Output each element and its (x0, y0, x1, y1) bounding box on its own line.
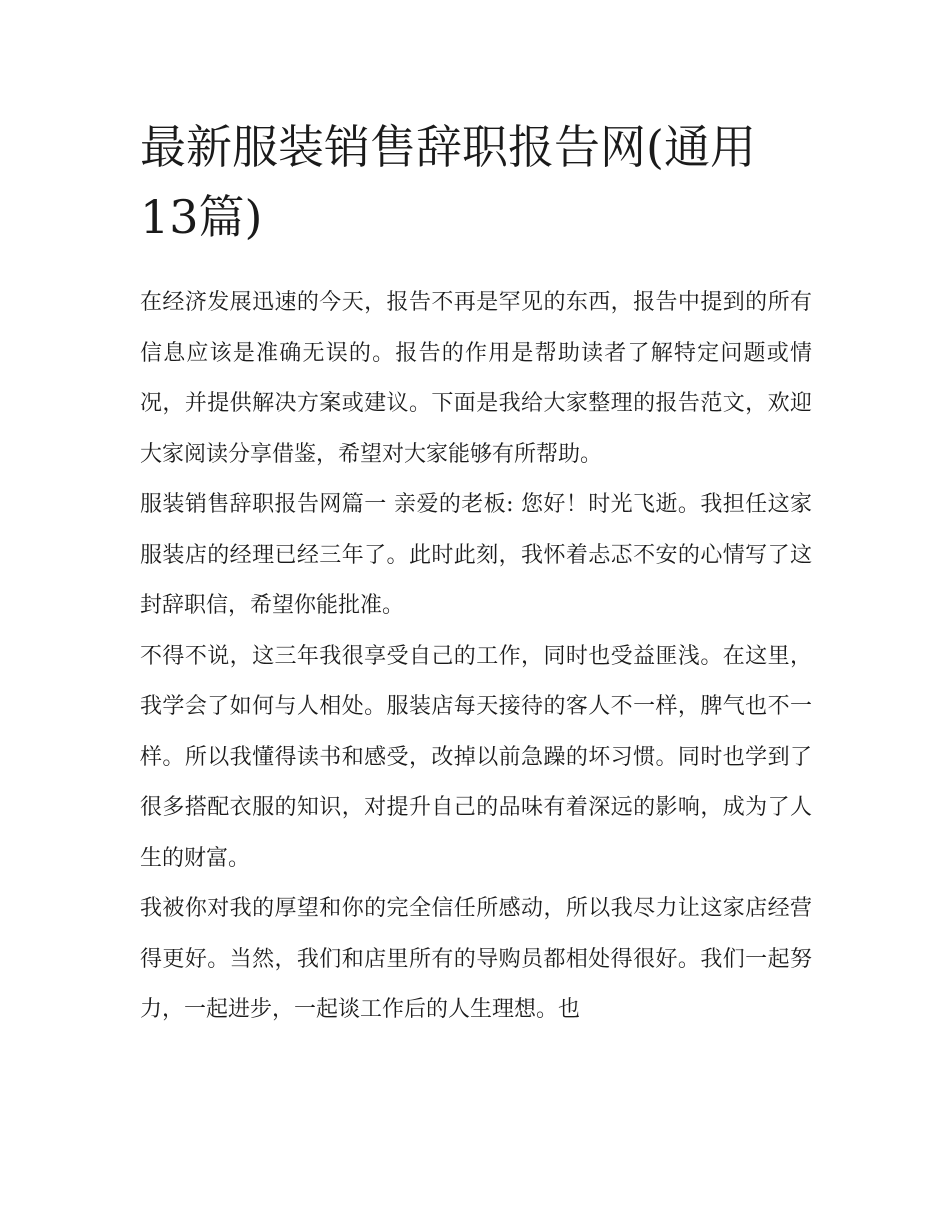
paragraph-1: 服装销售辞职报告网篇一 亲爱的老板: 您好！时光飞逝。我担任这家服装店的经理已经三年了。此时此刻，我怀着忐忑不安的心情写了这封辞职信，希望你能批准。 (140, 492, 812, 618)
paragraph-2: 不得不说，这三年我很享受自己的工作，同时也受益匪浅。在这里，我学会了如何与人相处。服装店每天接待的客人不一样，脾气也不一样。所以我懂得读书和感受，改掉以前急躁的坏习惯。同时也学到了很多搭配衣服的知识，对提升自己的品味有着深远的影响，成为了人生的财富。 (140, 643, 812, 871)
paragraph-intro: 在经济发展迅速的今天，报告不再是罕见的东西，报告中提到的所有信息应该是准确无误的。报告的作用是帮助读者了解特定问题或情况，并提供解决方案或建议。下面是我给大家整理的报告范文，欢迎大家阅读分享借鉴，希望对大家能够有所帮助。 (140, 290, 812, 467)
document-body (140, 278, 812, 1036)
document-title: 最新服装销售辞职报告网(通用13篇) (140, 120, 756, 244)
paragraph-3: 我被你对我的厚望和你的完全信任所感动，所以我尽力让这家店经营得更好。当然，我们和店里所有的导购员都相处得很好。我们一起努力，一起进步，一起谈工作后的人生理想。也 (140, 896, 812, 1022)
document-page (140, 112, 812, 1036)
